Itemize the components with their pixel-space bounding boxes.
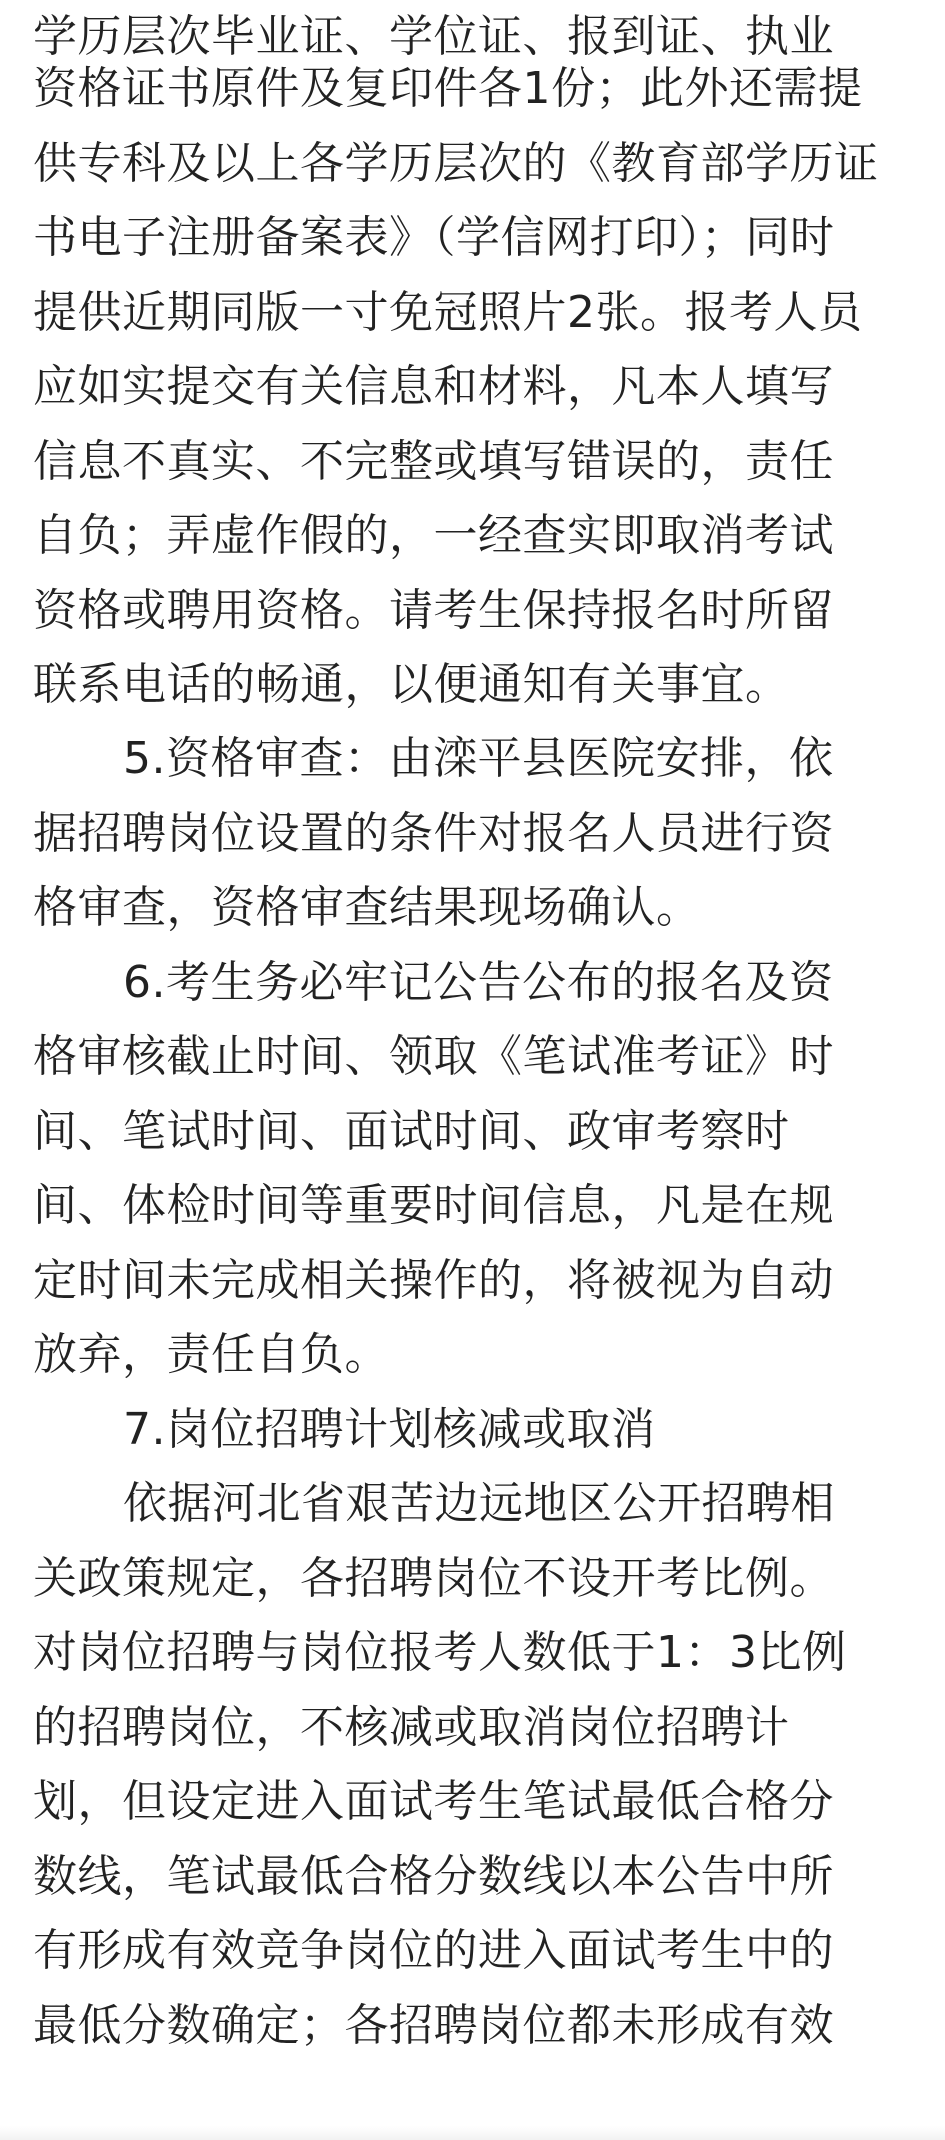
article-line: 依据河北省艰苦边远地区公开招聘相 xyxy=(123,1478,835,1529)
section-heading-7: 7.岗位招聘计划核减或取消 xyxy=(123,1404,656,1455)
article-line: 应如实提交有关信息和材料，凡本人填写 xyxy=(33,361,834,412)
section-heading-6: 6.考生务必牢记公告公布的报名及资 xyxy=(123,957,834,1008)
article-line: 定时间未完成相关操作的，将被视为自动 xyxy=(33,1255,834,1306)
article-line: 资格或聘用资格。请考生保持报名时所留 xyxy=(33,585,834,636)
article-line: 据招聘岗位设置的条件对报名人员进行资 xyxy=(33,808,834,859)
article-line: 最低分数确定；各招聘岗位都未形成有效 xyxy=(33,2000,834,2051)
article-line: 有形成有效竞争岗位的进入面试考生中的 xyxy=(33,1925,834,1976)
article-line: 间、体检时间等重要时间信息，凡是在规 xyxy=(33,1180,834,1231)
article-line: 资格证书原件及复印件各1份；此外还需提 xyxy=(33,63,863,114)
article-line: 对岗位招聘与岗位报考人数低于1：3比例 xyxy=(33,1627,847,1678)
article-line: 关政策规定，各招聘岗位不设开考比例。 xyxy=(33,1553,834,1604)
article-line: 供专科及以上各学历层次的《教育部学历证 xyxy=(33,138,879,189)
article-line: 书电子注册备案表》（学信网打印）；同时 xyxy=(33,212,835,263)
article-line: 间、笔试时间、面试时间、政审考察时 xyxy=(33,1106,790,1157)
bottom-fade xyxy=(0,2126,945,2140)
article-line: 信息不真实、不完整或填写错误的，责任 xyxy=(33,436,834,487)
article-line: 自负；弄虚作假的，一经查实即取消考试 xyxy=(33,510,834,561)
section-heading-5: 5.资格审查：由滦平县医院安排，依 xyxy=(123,733,834,784)
article-line: 学历层次毕业证、学位证、报到证、执业 xyxy=(33,11,834,62)
article-line: 划，但设定进入面试考生笔试最低合格分 xyxy=(33,1776,834,1827)
article-line: 数线，笔试最低合格分数线以本公告中所 xyxy=(33,1851,834,1902)
article-line: 的招聘岗位，不核减或取消岗位招聘计 xyxy=(33,1702,790,1753)
article-line: 联系电话的畅通，以便通知有关事宜。 xyxy=(33,659,790,710)
article-line: 放弃，责任自负。 xyxy=(33,1329,389,1380)
article-line: 格审核截止时间、领取《笔试准考证》时 xyxy=(33,1031,834,1082)
article-line: 提供近期同版一寸免冠照片2张。报考人员 xyxy=(33,287,863,338)
article-line: 格审查，资格审查结果现场确认。 xyxy=(33,882,701,933)
